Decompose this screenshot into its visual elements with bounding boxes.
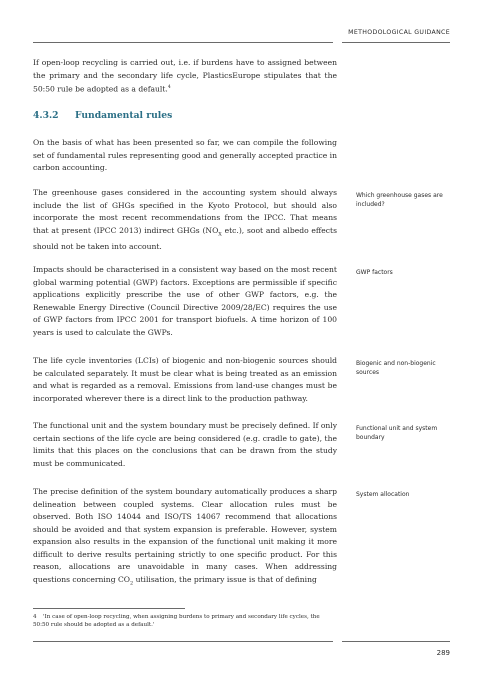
running-header: METHODOLOGICAL GUIDANCE: [348, 29, 450, 36]
section-number: 4.3.2: [33, 110, 59, 121]
paragraph-intro-rules: On the basis of what has been presented so far, we can compile the following set of fundamental rules representing good and generally accepted practice in carbon accounting.: [33, 138, 337, 172]
footnote-ref: 4: [167, 85, 171, 90]
sidenote-functional-unit: Functional unit and system boundary: [356, 425, 438, 441]
sidenote-biogenic-sources: Biogenic and non-biogenic sources: [356, 360, 436, 376]
sidenote-greenhouse-gases: Which greenhouse gases are included?: [356, 192, 443, 208]
paragraph-biogenic-sources: The life cycle inventories (LCIs) of biogenic and non-biogenic sources should be calculated separately. It must be clear what is being treated as an emission and what is regarded as a removal. Emissions from land-use changes must be incorporated wherever there is a direct link to the production pathway.: [33, 356, 337, 403]
footnote: [33, 613, 337, 629]
footnote-text: 'In case of open-loop recycling, when assigning burdens to primary and secondary life cycles, the 50:50 rule should be adopted as a default.': [33, 614, 320, 628]
section-heading: [33, 110, 337, 121]
sidenote-system-allocation: System allocation: [356, 491, 410, 498]
intro-text: If open-loop recycling is carried out, i.e. if burdens have to assigned between the primary and the secondary life cycle, PlasticsEurope stipulates that the 50:50 rule be adopted as a default.: [33, 58, 337, 94]
paragraph-system-allocation: The precise definition of the system boundary automatically produces a sharp delineation between coupled systems. Clear allocation rules must be observed. Both ISO 14044 and ISO/TS 14067 recommend that allocations should be avoided and that system expansion is preferable. However, system expansion also results in the expansion of the functional unit making it more difficult to derive results pertaining strictly to one specific product. For this reason, allocations are unavoidable in many cases. When addressing questions concerning $CO_2$ utilisation, the primary issue is that of defining: [33, 487, 337, 587]
intro-paragraph: [33, 57, 337, 96]
footnote-rule: [33, 608, 185, 609]
paragraph-greenhouse-gases: The greenhouse gases considered in the accounting system should always include the list of GHGs specified in the Kyoto Protocol, but should also incorporate the most recent recommendations from the IPCC. That means that at present (IPCC 2013) indirect GHGs ($NO_X$ etc.), soot and albedo effects should not be taken into account.: [33, 188, 337, 251]
header-rule-right: [342, 42, 450, 43]
footnote-number: 4: [33, 614, 37, 620]
header-rule-left: [33, 42, 333, 43]
section-title: Fundamental rules: [75, 110, 173, 121]
sidenote-gwp-factors: GWP factors: [356, 269, 393, 276]
footer-rule-right: [342, 641, 450, 642]
paragraph-gwp-factors: Impacts should be characterised in a consistent way based on the most recent global warming potential (GWP) factors. Exceptions are permissible if specific applications explicitly prescribe the use of other GWP factors, e.g. the Renewable Energy Directive (Council Directive 2009/28/EC) requires the use of GWP factors from IPCC 2001 for transport biofuels. A time horizon of 100 years is used to calculate the GWPs.: [33, 265, 337, 337]
paragraph-functional-unit: The functional unit and the system boundary must be precisely defined. If only certain sections of the life cycle are being considered (e.g. cradle to gate), the limits that this places on the conclusions that can be drawn from the study must be communicated.: [33, 421, 337, 468]
page-number: 289: [436, 649, 450, 657]
footer-rule-left: [33, 641, 333, 642]
